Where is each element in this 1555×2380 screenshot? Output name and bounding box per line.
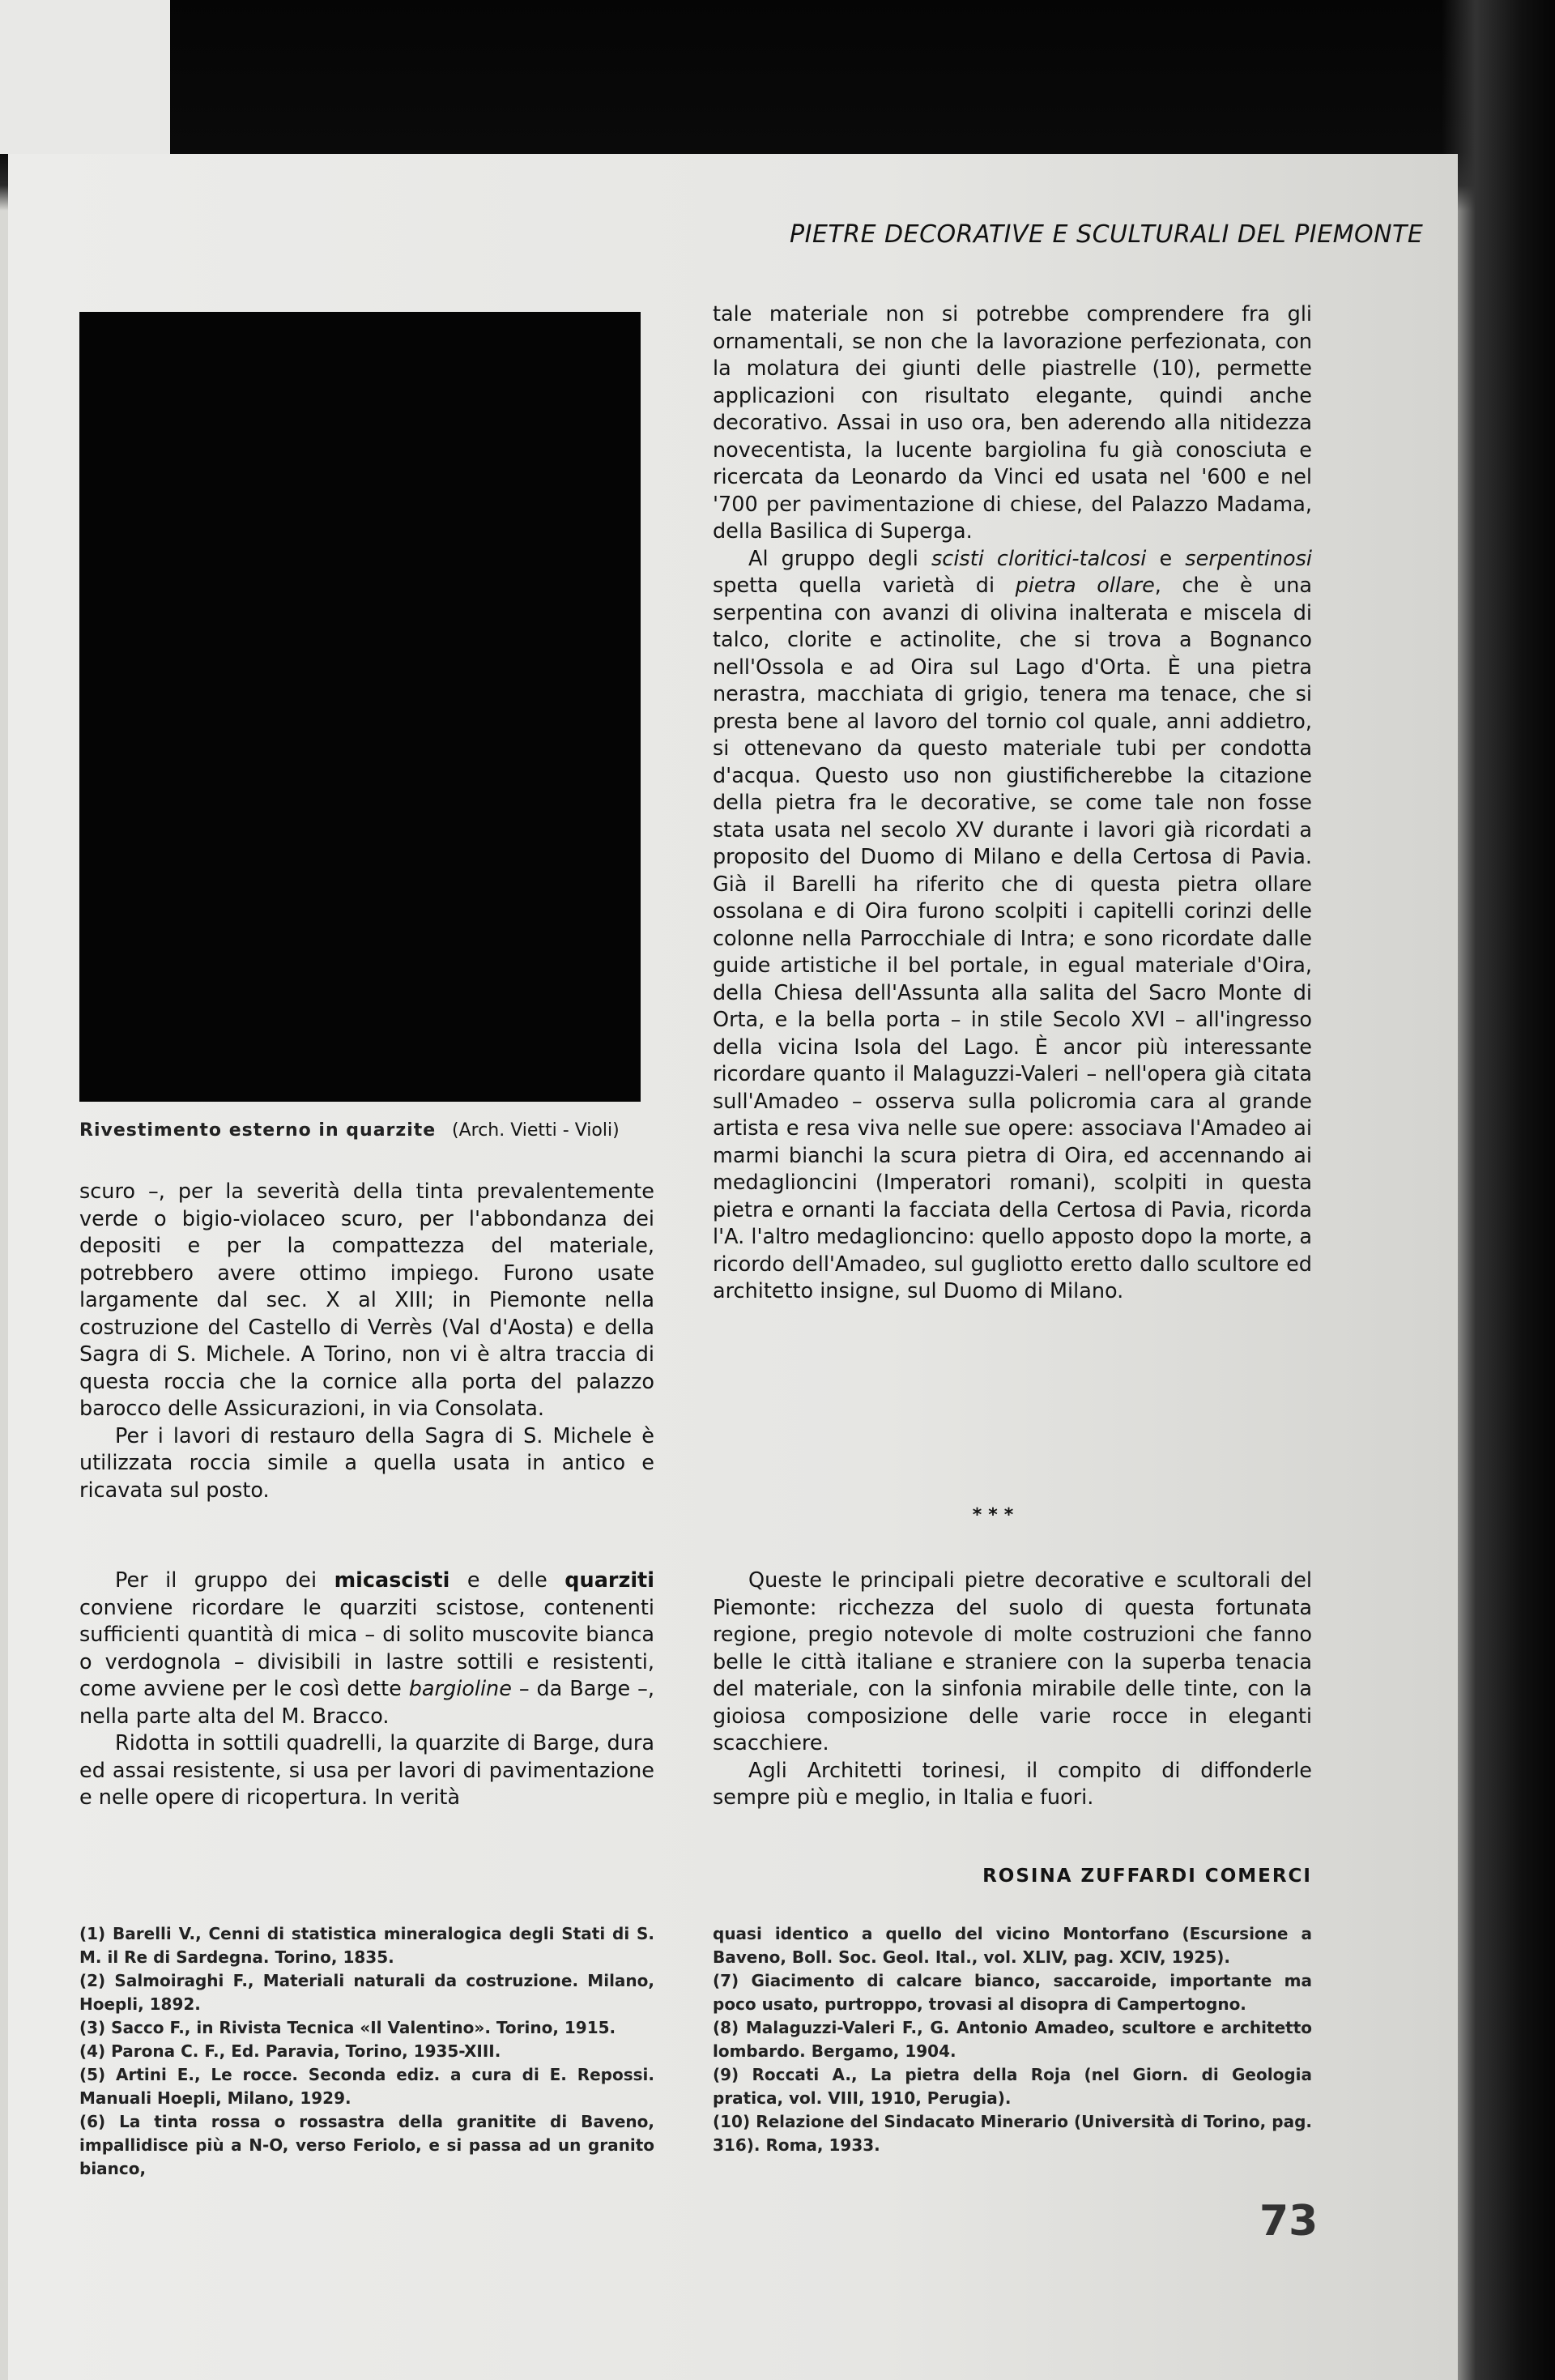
photo-caption <box>79 1120 646 1141</box>
p3-term-micascisti: micascisti <box>334 1568 450 1593</box>
footnote-1: (1) Barelli V., Cenni di statistica mineralogica degli Stati di S. M. il Re di Sardegna. Torino, 1835. <box>79 1924 654 1967</box>
p2-term-scisti: scisti cloritici-talcosi <box>931 546 1147 571</box>
footnotes-right <box>713 1922 1312 2157</box>
left-paragraph-4: Ridotta in sottili quadrelli, la quarzite di Barge, dura ed assai resistente, si usa per lavori di pavimentazione e nelle opere di ricopertura. In verità <box>79 1731 654 1810</box>
photo-quartzite-cladding <box>79 312 641 1102</box>
footnote-6-cont: quasi identico a quello del vicino Montorfano (Escursione a Baveno, Boll. Soc. Geol. Ital., vol. XLIV, pag. XCIV, 1925). <box>713 1924 1312 1967</box>
section-separator: *** <box>972 1505 1020 1525</box>
footnotes-left <box>79 1922 654 2181</box>
p3-text-g: – da Barge –, nella parte alta del M. Bracco. <box>79 1677 655 1729</box>
p2-term-serpentinosi: serpentinosi <box>1185 546 1312 571</box>
p3-text-a: Per il gruppo dei <box>115 1568 334 1593</box>
footnote-7: (7) Giacimento di calcare bianco, saccaroide, importante ma poco usato, purtroppo, trovasi al disopra di Campertogno. <box>713 1971 1312 2014</box>
p2-text-g: , che è una serpentina con avanzi di olivina inalterata e miscela di talco, clorite e actinolite, che si trova a Bognanco nell'Ossola e ad Oira sul Lago d'Orta. È una pietra nerastra, macchiata di grigio, tenera ma tenace, che si presta bene al lavoro del tornio col quale, anni addietro, si ottenevano da questo materiale tubi per condotta d'acqua. Questo uso non giustificherebbe la citazione della pietra fra le decorative, se come tale non fosse stata usata nel secolo XV durante i lavori già ricordati a proposito del Duomo di Milano e della Certosa di Pavia. Già il Barelli ha riferito che di questa pietra ollare ossolana e di Oira furono scolpiti i capitelli corinzi delle colonne nella Parrocchiale di Intra; e sono ricordate dalle guide artistiche il bel portale, in egual materiale d'Oira, della Chiesa dell'Assunta alla salita del Sacro Monte di Orta, e la bella porta – in stile Secolo XVI – all'ingresso della vicina Isola del Lago. È ancor più interessante ricordare quanto il Malaguzzi-Valeri – nell'opera già citata sull'Amadeo – osserva sulla policromia cara al grande artista e resa viva nelle sue opere: associava l'Amadeo ai marmi bianchi la scura pietra di Oira, ed accennando ai medaglioncini (Imperatori romani), scolpiti in questa pietra e ornanti la facciata della Certosa di Pavia, ricorda l'A. l'altro medaglioncino: quello apposto dopo la morte, a ricordo dell'Amadeo, sul gugliotto eretto dallo scultore ed architetto insigne, sul Duomo di Milano. <box>713 574 1312 1303</box>
p3-term-bargioline: bargioline <box>408 1677 512 1701</box>
scan-shadow-right <box>1442 0 1555 2380</box>
caption-title: Rivestimento esterno in quarzite <box>79 1120 437 1141</box>
left-paragraph-3 <box>79 1567 654 1730</box>
p2-text-c: e <box>1146 546 1186 571</box>
p3-text-e: conviene ricordare le quarziti scistose, contenenti sufficienti quantità di mica – di solito muscovite bianca o verdognola – divisibili in lastre sottili e resistenti, come avviene per le così dette <box>79 1595 654 1701</box>
left-paragraph-1: scuro –, per la severità della tinta prevalentemente verde o bigio-violaceo scuro, per l'abbondanza dei depositi e per la compattezza del materiale, potrebbero avere ottimo impiego. Furono usate largamente dal sec. X al XIII; in Piemonte nella costruzione del Castello di Verrès (Val d'Aosta) e della Sagra di S. Michele. A Torino, non vi è altra traccia di questa roccia che la cornice alla porta del palazzo barocco delle Assicurazioni, in via Consolata. <box>79 1179 654 1421</box>
left-paragraph-2: Per i lavori di restauro della Sagra di S. Michele è utilizzata roccia simile a quella usata in antico e ricavata sul posto. <box>79 1423 654 1503</box>
footnote-5: (5) Artini E., Le rocce. Seconda ediz. a cura di E. Repossi. Manuali Hoepli, Milano, 1929. <box>79 2065 654 2108</box>
right-paragraph-1: tale materiale non si potrebbe comprendere fra gli ornamentali, se non che la lavorazione perfezionata, con la molatura dei giunti delle piastrelle (10), permette applicazioni con risultato elegante, quindi anche decorativo. Assai in uso ora, ben aderendo alla nitidezza novecentista, la lucente bargiolina fu già conosciuta e ricercata da Leonardo da Vinci ed usata nel '600 e nel '700 per pavimentazione di chiese, del Palazzo Madama, della Basilica di Superga. <box>713 302 1312 544</box>
p2-term-pietra-ollare: pietra ollare <box>1015 574 1155 598</box>
page-number: 73 <box>1259 2197 1319 2246</box>
right-paragraph-3: Queste le principali pietre decorative e scultorali del Piemonte: ricchezza del suolo di questa fortunata regione, pregio notevole di molte costruzioni che fanno belle le città italiane e straniere con la superba tenacia del materiale, con la sinfonia mirabile delle tinte, con la gioiosa composizione delle varie rocce in eleganti scacchiere. <box>713 1568 1312 1755</box>
footnote-6: (6) La tinta rossa o rossastra della granitite di Baveno, impallidisce più a N-O, verso Feriolo, e si passa ad un granito bianco, <box>79 2112 654 2178</box>
footnote-10: (10) Relazione del Sindacato Minerario (Università di Torino, pag. 316). Roma, 1933. <box>713 2112 1312 2155</box>
footnote-2: (2) Salmoiraghi F., Materiali naturali da costruzione. Milano, Hoepli, 1892. <box>79 1971 654 2014</box>
author-signature: ROSINA ZUFFARDI COMERCI <box>982 1866 1312 1887</box>
left-column <box>79 1179 654 1504</box>
right-column <box>713 301 1312 1306</box>
p2-text-a: Al gruppo degli <box>748 546 932 571</box>
footnote-3: (3) Sacco F., in Rivista Tecnica «Il Valentino». Torino, 1915. <box>79 2018 616 2037</box>
p3-term-quarziti: quarziti <box>564 1568 654 1593</box>
footnote-4: (4) Parona C. F., Ed. Paravia, Torino, 1935-XIII. <box>79 2041 501 2061</box>
p3-text-c: e delle <box>449 1568 565 1593</box>
running-head: PIETRE DECORATIVE E SCULTURALI DEL PIEMONTE <box>790 220 1424 249</box>
right-column-lower <box>713 1567 1312 1812</box>
footnote-9: (9) Roccati A., La pietra della Roja (nel Giorn. di Geologia pratica, vol. VIII, 1910, Perugia). <box>713 2065 1312 2108</box>
left-column-lower <box>79 1567 654 1812</box>
scan-margin-topleft <box>0 0 170 154</box>
footnote-8: (8) Malaguzzi-Valeri F., G. Antonio Amadeo, scultore e architetto lombardo. Bergamo, 1904. <box>713 2018 1312 2061</box>
right-paragraph-4: Agli Architetti torinesi, il compito di diffonderle sempre più e meglio, in Italia e fuori. <box>713 1758 1312 1810</box>
p2-text-e: spetta quella varietà di <box>713 574 1016 598</box>
right-paragraph-2 <box>713 546 1312 1306</box>
caption-credit: (Arch. Vietti - Violi) <box>452 1120 620 1141</box>
